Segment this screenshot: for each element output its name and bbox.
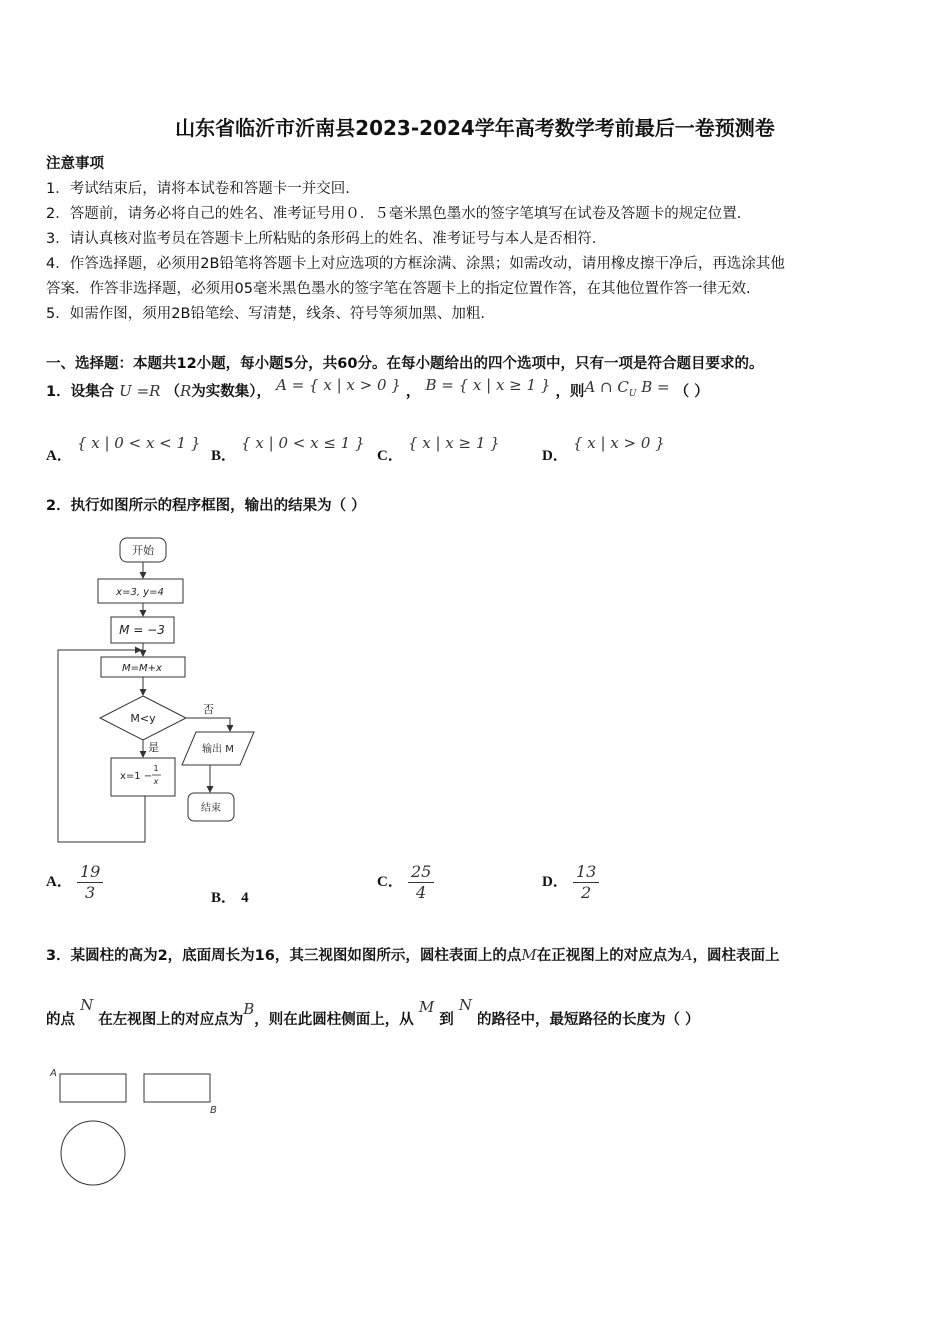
q1-text-2: （ bbox=[165, 384, 180, 400]
page-title: 山东省临沂市沂南县2023-2024学年高考数学考前最后一卷预测卷 bbox=[175, 116, 775, 140]
q3-text: 在左视图上的对应点为 bbox=[98, 1012, 244, 1028]
q1-expr-tail: B = bbox=[641, 378, 670, 396]
notice-item-4-cont: 答案．作答非选择题，必须用05毫米黑色墨水的签字笔在答题卡上的指定位置作答，在其他位置作答一律无效. bbox=[46, 281, 751, 297]
flow-m-init-text: M = −3 bbox=[119, 623, 165, 637]
option-math: { x | 0 < x ≤ 1 } bbox=[241, 434, 365, 452]
notice-item-4: 4．作答选择题，必须用2B铅笔将答题卡上对应选项的方框涂满、涂黑；如需改动，请用橡皮擦干净后，再选涂其他 bbox=[46, 256, 785, 272]
q1-expression bbox=[584, 378, 670, 399]
option-label: A． bbox=[46, 448, 72, 464]
question-2: 2．执行如图所示的程序框图，输出的结果为（ ） bbox=[46, 498, 366, 514]
flow-assign-prefix: x=1 − bbox=[120, 771, 153, 782]
q3-point-m: M bbox=[521, 946, 537, 964]
q1-expr-sub: U bbox=[628, 389, 637, 399]
fraction-denominator: 4 bbox=[416, 883, 427, 902]
fraction-numerator: 19 bbox=[77, 862, 103, 883]
option-math: { x | x ≥ 1 } bbox=[407, 434, 500, 452]
side-view-rect bbox=[144, 1074, 210, 1102]
option-label: D． bbox=[542, 448, 568, 464]
figure-label-b: B bbox=[210, 1105, 217, 1116]
q3-point-n: N bbox=[458, 996, 472, 1014]
flow-no-label: 否 bbox=[203, 703, 214, 716]
option-fraction bbox=[573, 862, 599, 903]
q1-option-b bbox=[211, 432, 365, 464]
option-fraction bbox=[408, 862, 434, 903]
q3-point-b: B bbox=[243, 1000, 255, 1018]
q1-text-3: 为实数集）， bbox=[191, 384, 272, 400]
flow-condition-text: M<y bbox=[130, 712, 156, 725]
q1-option-c bbox=[377, 432, 500, 464]
q1-set-b: B = { x | x ≥ 1 } bbox=[425, 376, 551, 394]
flow-assign-den: x bbox=[153, 777, 159, 786]
question-3-line-2 bbox=[46, 996, 700, 1029]
three-view-figure bbox=[46, 1062, 236, 1192]
q1-option-d bbox=[542, 432, 665, 464]
section-heading: 一、选择题：本题共12小题，每小题5分，共60分。在每小题给出的四个选项中，只有一项是符合题目要求的。 bbox=[46, 356, 764, 372]
question-3-line-1 bbox=[46, 944, 780, 965]
flow-start-text: 开始 bbox=[132, 544, 154, 557]
q1-text-1: 1．设集合 bbox=[46, 384, 115, 400]
fraction-denominator: 2 bbox=[581, 883, 592, 902]
option-label: C． bbox=[377, 448, 403, 464]
q3-text: 在正视图上的对应点为 bbox=[536, 948, 682, 964]
option-label: B． bbox=[211, 890, 237, 906]
option-value: 4 bbox=[241, 890, 249, 906]
q3-point-m: M bbox=[418, 998, 435, 1016]
notice-item-1: 1．考试结束后，请将本试卷和答题卡一并交回. bbox=[46, 181, 350, 197]
q3-text: ，圆柱表面上 bbox=[692, 948, 780, 964]
fraction-numerator: 13 bbox=[573, 862, 599, 883]
figure-label-a: A bbox=[50, 1068, 57, 1079]
q1-option-a bbox=[46, 432, 201, 464]
q3-text: 到 bbox=[439, 1012, 454, 1028]
q3-point-a: A bbox=[681, 946, 693, 964]
option-math: { x | 0 < x < 1 } bbox=[76, 434, 201, 452]
q3-text: 的路径中，最短路径的长度为（ ） bbox=[477, 1012, 700, 1028]
option-math: { x | x > 0 } bbox=[572, 434, 665, 452]
q1-symbol-r: R bbox=[180, 382, 192, 400]
q3-text: 3．某圆柱的高为2，底面周长为16，其三视图如图所示，圆柱表面上的点 bbox=[46, 948, 522, 964]
q2-option-c bbox=[377, 862, 434, 903]
q1-text-4: ，则 bbox=[555, 384, 585, 400]
option-label: A． bbox=[46, 874, 72, 890]
fraction-denominator: 3 bbox=[85, 883, 96, 902]
q1-set-a: A = { x | x > 0 } bbox=[276, 376, 401, 394]
q3-point-n: N bbox=[80, 996, 94, 1014]
top-view-circle bbox=[61, 1121, 125, 1185]
flow-end-text: 结束 bbox=[201, 803, 221, 814]
option-label: C． bbox=[377, 874, 403, 890]
notice-item-2: 2．答题前，请务必将自己的姓名、准考证号用０．５毫米黑色墨水的签字笔填写在试卷及答题卡的规定位置. bbox=[46, 206, 742, 222]
q1-expr-main: A ∩ C bbox=[584, 378, 629, 396]
notice-item-5: 5．如需作图，须用2B铅笔绘、写清楚，线条、符号等须加黑、加粗. bbox=[46, 306, 486, 322]
q2-option-a bbox=[46, 862, 103, 903]
flow-update-text: M=M+x bbox=[122, 663, 162, 674]
q2-option-b bbox=[211, 886, 249, 907]
fraction-numerator: 25 bbox=[408, 862, 434, 883]
flow-init-text: x=3, y=4 bbox=[116, 587, 164, 598]
q1-set-u: U =R bbox=[119, 382, 161, 400]
q3-text: 的点 bbox=[46, 1012, 75, 1028]
option-label: D． bbox=[542, 874, 568, 890]
q1-paren: （ ） bbox=[674, 384, 709, 400]
notice-heading: 注意事项 bbox=[46, 156, 104, 172]
front-view-rect bbox=[60, 1074, 126, 1102]
option-fraction bbox=[77, 862, 103, 903]
flowchart bbox=[50, 530, 270, 850]
flow-output-text: 输出 M bbox=[202, 744, 234, 755]
q1-comma: ， bbox=[405, 384, 421, 400]
question-1 bbox=[46, 376, 709, 403]
option-label: B． bbox=[211, 448, 237, 464]
flow-assign-num: 1 bbox=[153, 764, 159, 773]
q2-option-d bbox=[542, 862, 599, 903]
q3-text: ，则在此圆柱侧面上，从 bbox=[254, 1012, 414, 1028]
notice-item-3: 3．请认真核对监考员在答题卡上所粘贴的条形码上的姓名、准考证号与本人是否相符. bbox=[46, 231, 597, 247]
flow-yes-label: 是 bbox=[148, 741, 159, 754]
